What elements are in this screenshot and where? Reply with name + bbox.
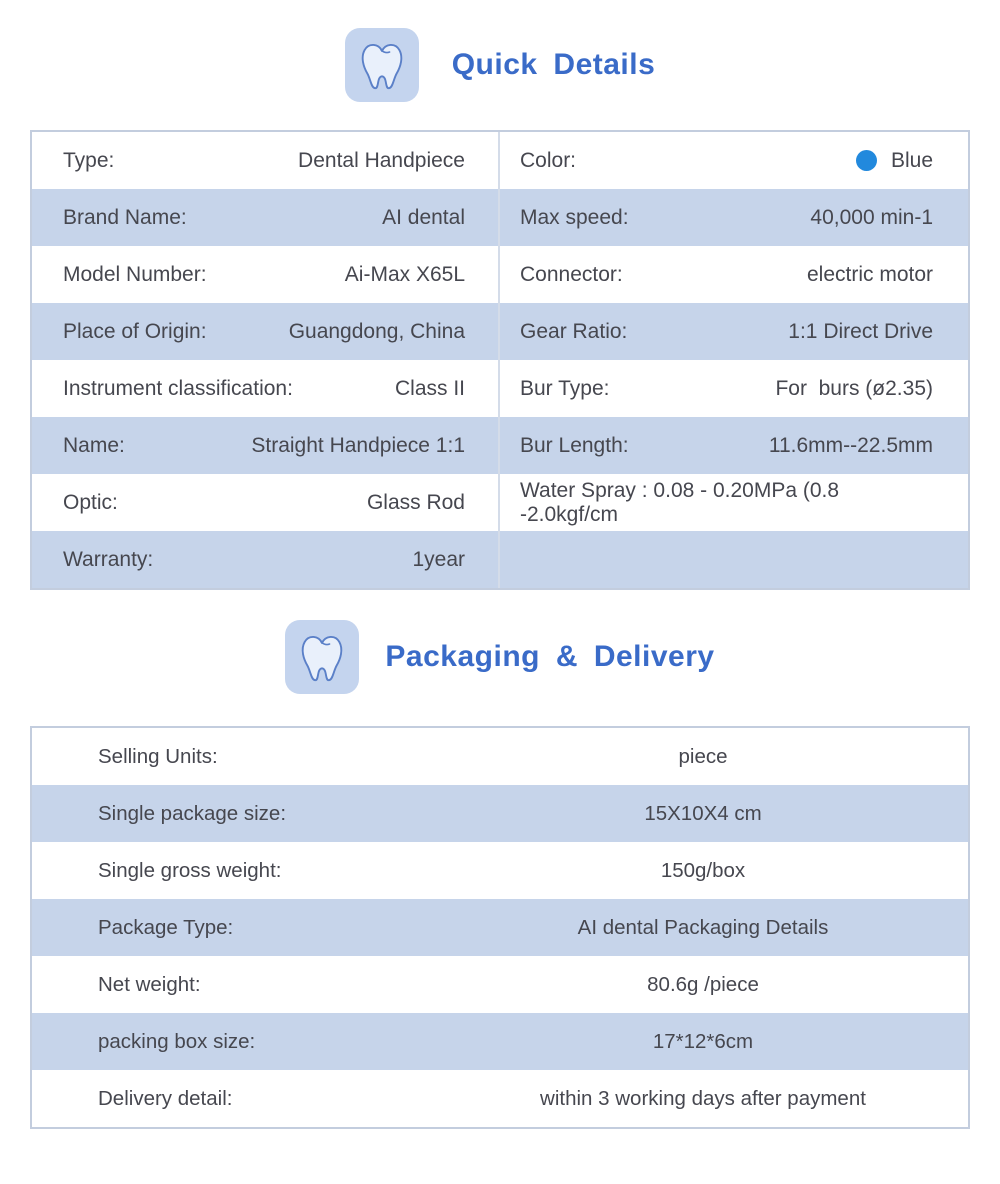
spec-value: Glass Rod: [366, 490, 465, 514]
pk-value: 15X10X4 cm: [644, 801, 762, 825]
pk-value: 150g/box: [660, 858, 746, 882]
pk-row-package-type: [32, 899, 968, 956]
pk-value: piece: [678, 744, 728, 768]
spec-label: Name:: [63, 433, 125, 457]
spec-label: Bur Type:: [520, 376, 610, 400]
spec-value: [856, 149, 933, 173]
spec-row-brand-name: [32, 189, 498, 246]
spec-row-type: [32, 132, 498, 189]
spec-value: Dental Handpiece: [298, 148, 465, 172]
pk-value: 80.6g /piece: [647, 972, 759, 996]
spec-value: 1year: [412, 547, 465, 571]
pk-value: 17*12*6cm: [652, 1029, 754, 1053]
tooth-icon-glyph: [295, 630, 349, 684]
tooth-icon-glyph: [355, 38, 409, 92]
pk-label: Delivery detail:: [98, 1086, 233, 1110]
spec-value: electric motor: [806, 262, 933, 286]
spec-label: Instrument classification:: [63, 376, 293, 400]
pk-label: Package Type:: [98, 915, 234, 939]
spec-label: Bur Length:: [520, 433, 629, 457]
spec-value: 11.6mm--22.5mm: [768, 433, 933, 457]
pk-value: AI dental Packaging Details: [577, 915, 829, 939]
pk-row-selling-units: [32, 728, 968, 785]
spec-full-text: Water Spray : 0.08 - 0.20MPa (0.8 -2.0kgf/cm: [520, 478, 840, 526]
spec-row-water-spray: [500, 474, 968, 531]
spec-value: Guangdong, China: [288, 319, 465, 343]
pk-label: Net weight:: [98, 972, 201, 996]
pk-label: packing box size:: [98, 1029, 256, 1053]
spec-row-gear-ratio: [500, 303, 968, 360]
spec-row-connector: [500, 246, 968, 303]
quick-details-right-column: [500, 132, 968, 588]
spec-label: Type:: [63, 148, 115, 172]
spec-row-model-number: [32, 246, 498, 303]
spec-row-bur-type: [500, 360, 968, 417]
spec-row-bur-length: [500, 417, 968, 474]
spec-label: Optic:: [63, 490, 118, 514]
quick-details-table: [30, 130, 970, 590]
spec-label: Color:: [520, 148, 577, 172]
spec-label: Warranty:: [63, 547, 154, 571]
pk-label: Single gross weight:: [98, 858, 282, 882]
pk-row-delivery-detail: [32, 1070, 968, 1127]
quick-details-left-column: [32, 132, 500, 588]
spec-label: Max speed:: [520, 205, 629, 229]
spec-label: Place of Origin:: [63, 319, 207, 343]
spec-row-place-of-origin: [32, 303, 498, 360]
spec-value: For burs (ø2.35): [775, 376, 933, 400]
pk-row-single-gross-weight: [32, 842, 968, 899]
spec-value: 40,000 min-1: [810, 205, 933, 229]
spec-row-max-speed: [500, 189, 968, 246]
spec-row-optic: [32, 474, 498, 531]
packaging-delivery-table: [30, 726, 970, 1129]
spec-row-empty: [500, 531, 968, 588]
spec-label: Connector:: [520, 262, 623, 286]
quick-details-title: Quick Details: [451, 48, 656, 81]
spec-row-instrument-classification: [32, 360, 498, 417]
tooth-icon: [345, 28, 419, 102]
color-value-text: Blue: [890, 148, 933, 172]
pk-value: within 3 working days after payment: [540, 1086, 866, 1110]
tooth-icon: [285, 620, 359, 694]
spec-row-color: [500, 132, 968, 189]
spec-value: Ai-Max X65L: [344, 262, 465, 286]
pk-row-packing-box-size: [32, 1013, 968, 1070]
spec-row-warranty: [32, 531, 498, 588]
spec-label: Brand Name:: [63, 205, 187, 229]
spec-label: Gear Ratio:: [520, 319, 628, 343]
spec-row-name: [32, 417, 498, 474]
spec-value: Straight Handpiece 1:1: [251, 433, 465, 457]
spec-value: AI dental: [382, 205, 465, 229]
packaging-delivery-title: Packaging & Delivery: [385, 640, 715, 673]
pk-label: Selling Units:: [98, 744, 218, 768]
pk-row-net-weight: [32, 956, 968, 1013]
spec-value: 1:1 Direct Drive: [788, 319, 933, 343]
quick-details-header: [0, 28, 1000, 102]
pk-label: Single package size:: [98, 801, 287, 825]
packaging-delivery-header: [0, 620, 1000, 694]
pk-row-single-package-size: [32, 785, 968, 842]
blue-color-swatch: [856, 150, 877, 171]
spec-label: Model Number:: [63, 262, 207, 286]
spec-value: Class II: [394, 376, 465, 400]
